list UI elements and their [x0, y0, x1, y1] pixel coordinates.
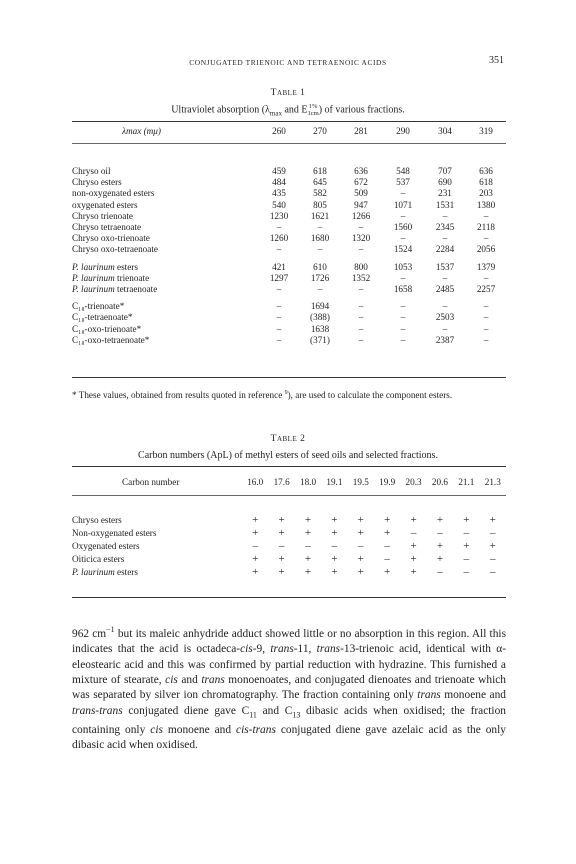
running-head: CONJUGATED TRIENOIC AND TETRAENOIC ACIDS — [189, 58, 387, 67]
table-row — [72, 262, 506, 273]
table2-header — [72, 477, 506, 488]
table-cell: 231 — [438, 188, 452, 199]
body-text: dibasic acids when oxidised; the fraction containing only — [72, 704, 506, 736]
row-label-italic: P. laurinum — [72, 272, 115, 283]
table-cell: – — [483, 233, 489, 244]
table-row — [72, 566, 506, 579]
table2-bottom-rule — [72, 597, 506, 598]
body-sup: −1 — [106, 625, 115, 634]
table-cell: 1379 — [476, 261, 496, 272]
body-text: monoenoates, and conjugated dienoates and trienoate which was separated by silver ion chromatography. The fraction containing only — [72, 674, 506, 702]
table-cell: – — [276, 284, 282, 295]
sign-cell: + — [331, 514, 338, 526]
table-cell: 672 — [354, 177, 368, 188]
footnote-ref: 9 — [284, 390, 288, 396]
table2-col: 19.9 — [379, 477, 396, 487]
sign-cell: + — [304, 514, 312, 526]
sign-cell: + — [331, 566, 338, 578]
table1-col: 304 — [438, 126, 452, 136]
sign-cell: + — [357, 566, 364, 578]
table-cell: 636 — [479, 166, 493, 176]
table-cell: 540 — [272, 199, 286, 210]
table2-col: 20.6 — [431, 477, 448, 487]
table-cell: 1260 — [269, 233, 289, 244]
table2-top-rule — [72, 466, 506, 467]
sign-cell: – — [490, 553, 496, 565]
body-italic: trans-trans — [72, 704, 123, 717]
sign-cell: + — [410, 553, 417, 565]
body-italic: cis — [150, 723, 163, 736]
table1-body — [72, 166, 506, 346]
body-italic: trans — [201, 674, 225, 687]
table2-header-label: Carbon number — [122, 477, 180, 487]
table-cell: – — [483, 312, 489, 323]
table-cell: 2387 — [435, 334, 455, 345]
body-italic: trans — [316, 643, 341, 656]
table-cell: 690 — [438, 177, 452, 188]
table-cell: 1297 — [269, 272, 289, 283]
row-label: non-oxygenated esters — [72, 188, 155, 199]
table-cell: – — [442, 233, 448, 244]
sign-cell: + — [357, 553, 364, 565]
table-row — [72, 211, 506, 222]
table-cell: 618 — [479, 177, 493, 188]
table-cell: – — [400, 210, 406, 221]
table-cell: – — [358, 222, 364, 233]
table-cell: – — [317, 244, 323, 255]
body-italic: cis — [240, 643, 253, 656]
sign-cell: – — [490, 566, 496, 578]
sign-cell: – — [358, 540, 364, 552]
table-cell: 435 — [272, 188, 286, 199]
row-label: oxygenated esters — [72, 199, 138, 210]
table-cell: 707 — [438, 166, 452, 176]
row-label-rest: trienoate — [114, 272, 150, 283]
row-label: C₁₈-tetraenoate* — [72, 312, 133, 323]
table-cell: 1537 — [435, 261, 455, 272]
sign-cell: – — [331, 540, 338, 552]
row-label: Oiticica esters — [72, 553, 125, 564]
sign-cell: + — [304, 553, 312, 565]
table-cell: – — [400, 301, 406, 312]
table-cell: – — [483, 301, 489, 312]
sign-cell: – — [384, 553, 390, 565]
row-label: Chryso oil — [72, 166, 111, 176]
table2-header-rule — [72, 495, 506, 496]
table-cell: – — [276, 334, 282, 345]
table-cell: 645 — [313, 177, 327, 188]
table1-top-rule — [72, 121, 506, 122]
table2-col: 19.5 — [352, 477, 369, 487]
table-cell: – — [276, 244, 282, 255]
table-cell: 1053 — [393, 261, 413, 272]
footnote-text: ), are used to calculate the component esters. — [287, 390, 453, 401]
table-cell: 1621 — [310, 210, 330, 221]
table-cell: – — [400, 312, 406, 323]
table1-col: 281 — [354, 126, 368, 136]
table-cell: 582 — [313, 188, 327, 199]
sign-cell: + — [252, 514, 259, 526]
table-cell: 1230 — [269, 210, 289, 221]
table-cell: 1266 — [351, 210, 371, 221]
table-cell: – — [317, 284, 323, 295]
body-text: but its maleic anhydride adduct showed little or no absorption in this region. All this indicates that the acid is octadeca- — [72, 627, 506, 656]
body-text: -9, — [252, 643, 271, 656]
sign-cell: – — [384, 540, 390, 552]
table1-col: 319 — [479, 126, 493, 136]
table-row — [72, 233, 506, 244]
table2-col: 17.6 — [273, 477, 290, 487]
sign-cell: + — [384, 514, 391, 526]
row-label: Chryso esters — [72, 177, 122, 188]
sign-cell: + — [489, 514, 496, 526]
table-row — [72, 244, 506, 255]
sign-cell: + — [278, 514, 285, 526]
table-cell: – — [276, 323, 282, 334]
caption-text: ) of various fractions. — [318, 104, 405, 116]
table-cell: – — [400, 272, 406, 283]
caption-sup: 1% — [308, 103, 318, 110]
body-sub: 11 — [249, 710, 257, 720]
table1-col: 260 — [272, 126, 286, 136]
table-cell: 805 — [313, 199, 327, 210]
table-cell: – — [483, 272, 489, 283]
table2-col: 18.0 — [299, 477, 317, 487]
sign-cell: + — [252, 566, 259, 578]
table-row — [72, 553, 506, 566]
row-label: Chryso esters — [72, 514, 122, 525]
sign-cell: + — [304, 566, 312, 578]
row-label: Chryso tetraenoate — [72, 222, 142, 233]
table-row — [72, 273, 506, 284]
sign-cell: + — [436, 514, 444, 526]
table-cell: 421 — [272, 261, 286, 272]
table-cell: – — [400, 334, 406, 345]
row-label: C₁₈-oxo-tetraenoate* — [72, 334, 150, 345]
table-cell: 1380 — [476, 199, 496, 210]
sign-cell: – — [463, 553, 470, 565]
body-italic: cis-trans — [236, 723, 276, 736]
table1-bottom-rule — [72, 377, 506, 378]
table-row — [72, 284, 506, 295]
row-label: Oxygenated esters — [72, 540, 140, 551]
table-row — [72, 335, 506, 346]
body-text: and — [177, 674, 202, 687]
table1-header-label: λmax (mμ) — [122, 126, 161, 136]
table1-header-rule — [72, 143, 506, 144]
table-cell: – — [358, 244, 364, 255]
table-cell: 1531 — [435, 199, 455, 210]
table2-label: Table 2 — [270, 434, 306, 444]
table-cell: – — [483, 323, 489, 334]
body-text: monoene and — [440, 689, 506, 702]
table-cell: – — [442, 323, 448, 334]
sign-cell: – — [437, 566, 443, 578]
body-text: and C — [256, 704, 293, 717]
caption-text: Ultraviolet absorption (λ — [171, 104, 270, 116]
table-row — [72, 324, 506, 335]
row-label: C₁₈-trienoate* — [72, 301, 125, 312]
table-cell: 1658 — [393, 284, 413, 295]
row-label-italic: P. laurinum — [72, 284, 115, 295]
table-cell: – — [317, 222, 323, 233]
sign-cell: + — [410, 566, 417, 578]
sign-cell: + — [357, 527, 364, 539]
table1-col: 290 — [396, 126, 410, 136]
table-cell: – — [358, 284, 364, 295]
table-cell: 1320 — [351, 233, 371, 244]
table-cell: – — [483, 334, 489, 345]
table-cell: – — [442, 210, 448, 221]
sign-cell: + — [278, 566, 285, 578]
table-cell: 509 — [354, 188, 368, 199]
table1-header — [72, 126, 506, 137]
sign-cell: + — [357, 514, 364, 526]
table-row — [72, 527, 506, 540]
table-cell: 610 — [313, 261, 327, 272]
row-label-rest: esters — [114, 261, 138, 272]
table-row — [72, 222, 506, 233]
table-cell: 1524 — [393, 244, 413, 255]
table-cell: 1071 — [393, 199, 413, 210]
sign-cell: + — [384, 566, 391, 578]
table-row — [72, 301, 506, 312]
table-cell: – — [276, 222, 282, 233]
sign-cell: – — [252, 540, 258, 552]
table-row — [72, 200, 506, 211]
row-label: Non-oxygenated esters — [72, 527, 157, 538]
row-label: Chryso trienoate — [72, 210, 133, 221]
body-sub: 13 — [292, 710, 301, 720]
table-cell: 2485 — [435, 284, 455, 295]
table-cell: – — [358, 312, 364, 323]
sign-cell: – — [490, 527, 496, 539]
table2-col: 16.0 — [247, 477, 264, 487]
table1-label: Table 1 — [270, 88, 306, 98]
table-cell: – — [442, 301, 448, 312]
table-cell: – — [358, 334, 364, 345]
row-label-italic: P. laurinum — [72, 566, 115, 577]
table-cell: 2284 — [435, 244, 455, 255]
row-label — [72, 284, 258, 295]
table-cell: (388) — [310, 312, 330, 323]
table-cell: 203 — [479, 188, 493, 199]
table2-col: 21.1 — [458, 477, 475, 487]
row-label: C₁₈-oxo-trienoate* — [72, 323, 142, 334]
sign-cell: + — [489, 540, 496, 552]
body-paragraph — [72, 622, 506, 753]
table-cell: 618 — [313, 166, 327, 176]
table-cell: 1694 — [310, 301, 330, 312]
table-cell: – — [400, 188, 406, 199]
table-cell: 1638 — [310, 323, 330, 334]
body-text: 962 cm — [72, 627, 107, 640]
table-cell: 636 — [354, 166, 368, 176]
body-italic: cis — [165, 674, 178, 687]
table2-col: 21.3 — [484, 477, 501, 487]
table-cell: – — [483, 210, 489, 221]
table1-col: 270 — [313, 126, 327, 136]
table-row — [72, 166, 506, 177]
table-cell: – — [276, 301, 282, 312]
table-cell: 800 — [354, 261, 368, 272]
row-label-rest: tetraenoate — [114, 284, 158, 295]
sign-cell: + — [384, 527, 391, 539]
table2-col: 20.3 — [405, 477, 422, 487]
table-cell: 1726 — [310, 272, 330, 283]
table-cell: 1560 — [393, 222, 413, 233]
table-cell: 2257 — [476, 284, 496, 295]
table-cell: – — [358, 323, 364, 334]
table-row — [72, 514, 506, 527]
table-cell: 2503 — [435, 312, 455, 323]
sign-cell: + — [278, 527, 285, 539]
table-cell: – — [400, 323, 406, 334]
page-number: 351 — [489, 55, 504, 66]
sign-cell: + — [252, 553, 259, 565]
row-label — [72, 262, 258, 273]
table1-footnote — [72, 387, 506, 401]
sign-cell: + — [331, 527, 338, 539]
table-cell: (371) — [310, 334, 330, 345]
table-row — [72, 312, 506, 323]
table-cell: 2056 — [476, 244, 496, 255]
caption-sub: max — [269, 109, 282, 118]
sign-cell: + — [331, 553, 338, 565]
body-text: conjugated diene gave azelaic acid as the only dibasic acid when oxidised. — [72, 723, 506, 751]
sign-cell: + — [252, 527, 259, 539]
table-cell: 1680 — [310, 233, 330, 244]
sign-cell: – — [278, 540, 285, 552]
row-label-italic: P. laurinum — [72, 261, 115, 272]
table-row — [72, 177, 506, 188]
table-cell: 1352 — [351, 272, 371, 283]
body-text: conjugated diene gave C — [122, 704, 250, 717]
table-cell: – — [358, 301, 364, 312]
sign-cell: + — [436, 540, 444, 552]
table-cell: 2345 — [435, 222, 455, 233]
row-label: Chryso oxo-tetraenoate — [72, 244, 158, 255]
table-cell: 459 — [272, 166, 286, 176]
sign-cell: + — [410, 540, 417, 552]
body-text: monoene and — [162, 723, 237, 736]
table-row — [72, 188, 506, 199]
row-label — [72, 273, 258, 284]
table2-col: 19.1 — [326, 477, 343, 487]
table-cell: 537 — [396, 177, 410, 188]
table2-caption: Carbon numbers (ApL) of methyl esters of seed oils and selected fractions. — [138, 450, 438, 461]
table-row — [72, 540, 506, 553]
body-text: -13-trienoic acid, identical with α-eleostearic acid and this was confirmed by partial reduction with hydrazine. This furnished a mixture of stearate, — [72, 643, 506, 687]
body-italic: trans — [417, 689, 441, 702]
row-label-rest: esters — [114, 566, 138, 577]
body-text: -11, — [293, 643, 317, 656]
sign-cell: + — [463, 540, 470, 552]
table-cell: 947 — [354, 199, 368, 210]
table-cell: – — [442, 272, 448, 283]
sign-cell: – — [463, 527, 470, 539]
sign-cell: – — [463, 566, 470, 578]
footnote-text: * These values, obtained from results quoted in reference — [72, 390, 285, 401]
table1-caption — [0, 103, 576, 117]
caption-text: and E — [281, 104, 308, 116]
table-cell: 2118 — [476, 222, 496, 233]
sign-cell: + — [278, 553, 285, 565]
sign-cell: – — [410, 527, 417, 539]
row-label — [72, 566, 242, 579]
sign-cell: + — [436, 553, 444, 565]
sign-cell: + — [304, 527, 312, 539]
table-cell: 484 — [272, 177, 286, 188]
table-cell: – — [400, 233, 406, 244]
table-cell: 548 — [396, 166, 410, 176]
table-cell: – — [276, 312, 282, 323]
sign-cell: – — [437, 527, 443, 539]
sign-cell: + — [410, 514, 417, 526]
sign-cell: + — [463, 514, 470, 526]
row-label: Chryso oxo-trienoate — [72, 233, 150, 244]
caption-sub: 1cm — [307, 110, 319, 117]
sign-cell: – — [305, 540, 311, 552]
table2-body — [72, 514, 506, 579]
body-italic: trans — [270, 643, 294, 656]
